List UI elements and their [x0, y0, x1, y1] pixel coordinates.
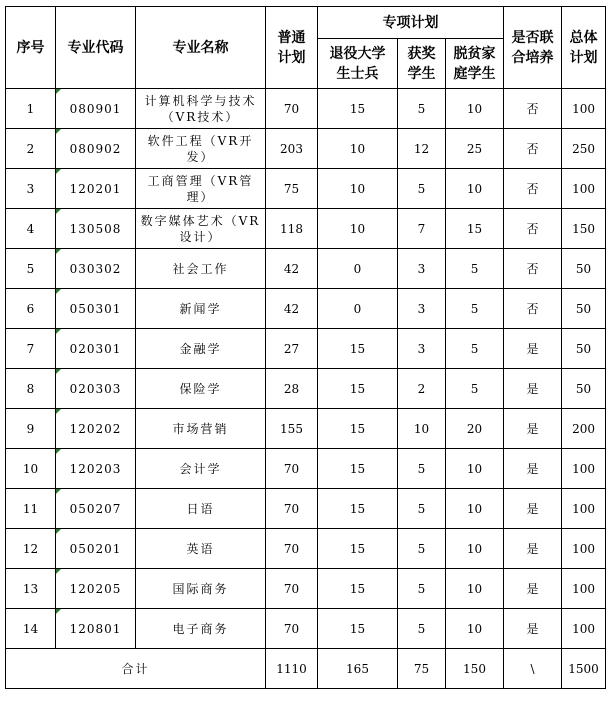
header-veteran: 退役大学 生士兵	[318, 39, 398, 89]
totals-regular: 1110	[266, 649, 318, 689]
row-regular: 118	[266, 209, 318, 249]
row-veteran: 10	[318, 129, 398, 169]
table-row	[6, 409, 606, 449]
row-seq: 12	[6, 529, 56, 569]
row-seq: 4	[6, 209, 56, 249]
row-poverty: 20	[446, 409, 504, 449]
table-row	[6, 249, 606, 289]
row-joint: 是	[504, 569, 562, 609]
row-joint: 是	[504, 609, 562, 649]
row-total: 100	[562, 89, 606, 129]
row-joint: 是	[504, 409, 562, 449]
row-code: 030302	[56, 249, 136, 289]
row-joint: 是	[504, 529, 562, 569]
row-award: 7	[398, 209, 446, 249]
row-award: 5	[398, 489, 446, 529]
row-veteran: 10	[318, 169, 398, 209]
row-poverty: 15	[446, 209, 504, 249]
row-seq: 6	[6, 289, 56, 329]
row-regular: 70	[266, 609, 318, 649]
row-name: 工商管理（VR管 理）	[136, 169, 266, 209]
row-seq: 11	[6, 489, 56, 529]
row-seq: 5	[6, 249, 56, 289]
header-name: 专业名称	[136, 7, 266, 89]
row-seq: 13	[6, 569, 56, 609]
row-name: 新闻学	[136, 289, 266, 329]
row-total: 100	[562, 449, 606, 489]
row-award: 5	[398, 529, 446, 569]
row-joint: 是	[504, 449, 562, 489]
row-poverty: 10	[446, 609, 504, 649]
row-total: 100	[562, 489, 606, 529]
row-veteran: 15	[318, 529, 398, 569]
row-code: 120202	[56, 409, 136, 449]
table-body	[6, 89, 606, 649]
row-regular: 27	[266, 329, 318, 369]
totals-veteran: 165	[318, 649, 398, 689]
row-poverty: 10	[446, 449, 504, 489]
row-code: 050301	[56, 289, 136, 329]
row-name: 会计学	[136, 449, 266, 489]
row-joint: 否	[504, 209, 562, 249]
row-veteran: 10	[318, 209, 398, 249]
row-poverty: 5	[446, 249, 504, 289]
row-regular: 42	[266, 249, 318, 289]
totals-row	[6, 649, 606, 689]
row-code: 050207	[56, 489, 136, 529]
row-poverty: 10	[446, 89, 504, 129]
row-award: 3	[398, 329, 446, 369]
row-regular: 203	[266, 129, 318, 169]
row-poverty: 10	[446, 569, 504, 609]
row-name: 数字媒体艺术（VR 设计）	[136, 209, 266, 249]
row-joint: 是	[504, 489, 562, 529]
row-award: 5	[398, 169, 446, 209]
row-name: 国际商务	[136, 569, 266, 609]
row-name: 市场营销	[136, 409, 266, 449]
row-seq: 1	[6, 89, 56, 129]
row-name: 英语	[136, 529, 266, 569]
row-total: 50	[562, 369, 606, 409]
row-regular: 28	[266, 369, 318, 409]
row-award: 2	[398, 369, 446, 409]
header-regular: 普通 计划	[266, 7, 318, 89]
row-code: 020301	[56, 329, 136, 369]
row-regular: 70	[266, 89, 318, 129]
table-row	[6, 329, 606, 369]
row-veteran: 15	[318, 329, 398, 369]
row-name: 软件工程（VR开 发）	[136, 129, 266, 169]
row-regular: 70	[266, 489, 318, 529]
table-row	[6, 129, 606, 169]
row-regular: 42	[266, 289, 318, 329]
row-total: 50	[562, 289, 606, 329]
totals-poverty: 150	[446, 649, 504, 689]
header-seq: 序号	[6, 7, 56, 89]
row-joint: 否	[504, 169, 562, 209]
row-award: 10	[398, 409, 446, 449]
row-code: 050201	[56, 529, 136, 569]
row-name: 电子商务	[136, 609, 266, 649]
row-award: 5	[398, 449, 446, 489]
row-veteran: 0	[318, 289, 398, 329]
row-joint: 是	[504, 369, 562, 409]
row-joint: 否	[504, 249, 562, 289]
row-veteran: 15	[318, 89, 398, 129]
row-poverty: 5	[446, 289, 504, 329]
header-poverty: 脱贫家 庭学生	[446, 39, 504, 89]
row-veteran: 0	[318, 249, 398, 289]
row-total: 150	[562, 209, 606, 249]
row-regular: 155	[266, 409, 318, 449]
totals-award: 75	[398, 649, 446, 689]
table-row	[6, 169, 606, 209]
row-total: 50	[562, 329, 606, 369]
row-name: 保险学	[136, 369, 266, 409]
table-row	[6, 609, 606, 649]
header-special: 专项计划	[318, 7, 504, 39]
header-row	[6, 7, 606, 39]
row-joint: 否	[504, 89, 562, 129]
row-total: 250	[562, 129, 606, 169]
row-name: 日语	[136, 489, 266, 529]
row-regular: 75	[266, 169, 318, 209]
row-regular: 70	[266, 569, 318, 609]
totals-label: 合计	[6, 649, 266, 689]
row-poverty: 5	[446, 329, 504, 369]
row-award: 5	[398, 569, 446, 609]
row-code: 120801	[56, 609, 136, 649]
table-row	[6, 289, 606, 329]
row-total: 100	[562, 169, 606, 209]
row-seq: 9	[6, 409, 56, 449]
row-award: 3	[398, 249, 446, 289]
row-poverty: 10	[446, 489, 504, 529]
enrollment-plan-table	[5, 6, 606, 689]
row-code: 020303	[56, 369, 136, 409]
row-veteran: 15	[318, 409, 398, 449]
row-seq: 14	[6, 609, 56, 649]
totals-joint: \	[504, 649, 562, 689]
row-award: 5	[398, 89, 446, 129]
row-veteran: 15	[318, 609, 398, 649]
row-name: 计算机科学与技术 （VR技术）	[136, 89, 266, 129]
row-seq: 2	[6, 129, 56, 169]
header-joint: 是否联 合培养	[504, 7, 562, 89]
row-regular: 70	[266, 449, 318, 489]
row-veteran: 15	[318, 369, 398, 409]
table-row	[6, 209, 606, 249]
totals-total: 1500	[562, 649, 606, 689]
row-joint: 否	[504, 129, 562, 169]
row-code: 120205	[56, 569, 136, 609]
row-code: 080902	[56, 129, 136, 169]
table-row	[6, 449, 606, 489]
row-seq: 3	[6, 169, 56, 209]
row-code: 130508	[56, 209, 136, 249]
row-total: 200	[562, 409, 606, 449]
row-award: 5	[398, 609, 446, 649]
row-poverty: 5	[446, 369, 504, 409]
row-poverty: 25	[446, 129, 504, 169]
row-poverty: 10	[446, 169, 504, 209]
row-joint: 否	[504, 289, 562, 329]
row-seq: 7	[6, 329, 56, 369]
row-name: 金融学	[136, 329, 266, 369]
row-award: 12	[398, 129, 446, 169]
row-veteran: 15	[318, 449, 398, 489]
row-seq: 10	[6, 449, 56, 489]
table-row	[6, 529, 606, 569]
row-code: 120203	[56, 449, 136, 489]
row-total: 100	[562, 529, 606, 569]
row-joint: 是	[504, 329, 562, 369]
table-row	[6, 489, 606, 529]
header-code: 专业代码	[56, 7, 136, 89]
row-name: 社会工作	[136, 249, 266, 289]
row-veteran: 15	[318, 489, 398, 529]
header-total: 总体 计划	[562, 7, 606, 89]
row-award: 3	[398, 289, 446, 329]
row-regular: 70	[266, 529, 318, 569]
row-code: 120201	[56, 169, 136, 209]
table-row	[6, 369, 606, 409]
row-total: 100	[562, 609, 606, 649]
row-code: 080901	[56, 89, 136, 129]
row-seq: 8	[6, 369, 56, 409]
row-total: 50	[562, 249, 606, 289]
row-total: 100	[562, 569, 606, 609]
table-row	[6, 569, 606, 609]
row-veteran: 15	[318, 569, 398, 609]
row-poverty: 10	[446, 529, 504, 569]
header-award: 获奖 学生	[398, 39, 446, 89]
table-row	[6, 89, 606, 129]
